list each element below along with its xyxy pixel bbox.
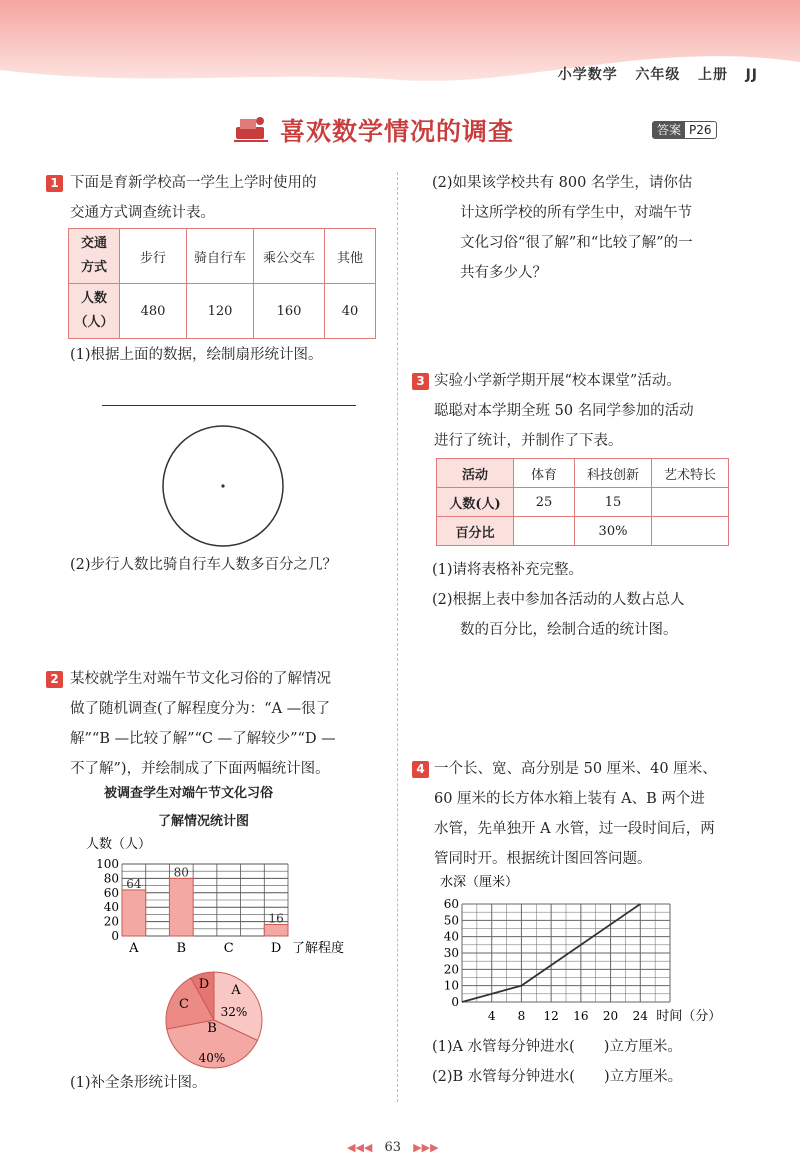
x-tick-label: 8	[517, 1009, 526, 1023]
slice-label: D	[198, 977, 210, 992]
percent-label: 40%	[198, 1051, 226, 1065]
table-header: 人数 （人）	[69, 284, 120, 339]
chart-title: 了解情况统计图	[158, 814, 250, 829]
bar	[169, 878, 193, 936]
line-chart	[420, 868, 730, 1028]
y-tick-label: 60	[103, 885, 119, 900]
x-axis-label: 时间（分）	[656, 1009, 722, 1024]
q1-sub1: (1)根据上面的数据，绘制扇形统计图。	[70, 347, 323, 363]
answer-tag: 答案 P26	[652, 121, 717, 139]
data-label: 16	[268, 911, 284, 926]
bar-chart	[80, 832, 360, 962]
x-tick-label: 4	[487, 1009, 496, 1023]
x-tick-label: 20	[602, 1009, 619, 1023]
q3-sub1: (1)请将表格补充完整。	[432, 562, 584, 578]
q1-sub2: (2)步行人数比骑自行车人数多百分之几？	[70, 557, 338, 573]
y-tick-label: 30	[443, 946, 459, 960]
blank-circle	[160, 423, 286, 549]
data-label: 64	[126, 876, 142, 891]
data-label: 80	[173, 865, 189, 880]
y-tick-label: 20	[443, 962, 459, 977]
q2-text: 某校就学生对端午节文化习俗的了解情况 做了随机调查(了解程度分为：“A —很了 解”“B —比较了解”“C —了解较少”“D — 不了解”)，并绘制成了下面两幅统计图。	[70, 671, 336, 777]
y-tick-label: 0	[111, 929, 119, 943]
book-icon	[232, 113, 272, 143]
y-tick-label: 50	[443, 913, 459, 928]
chart-title: 被调查学生对端午节文化习俗	[104, 786, 274, 801]
x-tick-label: B	[176, 941, 187, 956]
x-tick-label: D	[270, 941, 282, 956]
question-number: 2	[46, 671, 63, 688]
y-tick-label: 40	[103, 900, 119, 915]
y-tick-label: 0	[451, 995, 459, 1009]
y-tick-label: 10	[443, 978, 459, 993]
q4-sub2: (2)B 水管每分钟进水( )立方厘米。	[432, 1069, 683, 1085]
bar	[122, 890, 146, 936]
bar	[264, 924, 288, 936]
q4-text: 一个长、宽、高分别是 50 厘米、40 厘米、 60 厘米的长方体水箱上装有 A、B 两个进 水管，先单独开 A 水管，过一段时间后，两 管同时开。根据统计图回答问题。	[434, 761, 717, 867]
slice-label: A	[231, 983, 241, 998]
x-axis-label: 了解程度	[292, 941, 345, 956]
x-tick-label: 24	[632, 1009, 648, 1023]
x-tick-label: C	[223, 941, 234, 956]
q4-sub1: (1)A 水管每分钟进水( )立方厘米。	[432, 1039, 682, 1055]
y-tick-label: 20	[103, 914, 119, 929]
question-number: 4	[412, 761, 429, 778]
column-divider	[397, 172, 398, 1102]
q2-sub1: (1)补全条形统计图。	[70, 1075, 207, 1091]
q3-sub2: (2)根据上表中参加各活动的人数占总人 数的百分比，绘制合适的统计图。	[432, 592, 685, 638]
x-tick-label: 12	[543, 1009, 559, 1023]
table-header: 交通 方式	[69, 229, 120, 284]
question-number: 1	[46, 175, 63, 192]
y-axis-label: 水深（厘米）	[440, 875, 519, 890]
question-number: 3	[412, 373, 429, 390]
q1b-text: (2)如果该学校共有 800 名学生，请你估 计这所学校的所有学生中，对端午节 文化习俗“很了解”和“比较了解”的一 共有多少人？	[432, 175, 693, 281]
answer-line	[102, 405, 356, 406]
y-tick-label: 100	[96, 857, 119, 871]
x-tick-label: A	[129, 941, 139, 956]
slice-label: C	[179, 997, 189, 1012]
y-tick-label: 60	[443, 897, 459, 911]
q3-text: 实验小学新学期开展“校本课堂”活动。 聪聪对本学期全班 50 名同学参加的活动 进行了统计，并制作了下表。	[434, 373, 694, 449]
q1-table: 交通 方式 步行 骑自行车 乘公交车 其他 人数 （人） 480 120 160 40	[68, 228, 376, 339]
percent-label: 32%	[220, 1005, 248, 1019]
y-tick-label: 40	[443, 929, 459, 944]
x-tick-label: 16	[573, 1009, 589, 1023]
pie-chart	[160, 968, 270, 1074]
page-footer: ◀◀◀ 63 ▶▶▶	[347, 1140, 439, 1155]
q1-text: 下面是育新学校高一学生上学时使用的 交通方式调查统计表。	[70, 175, 317, 221]
header-info: 小学数学 六年级 上册 JJ	[557, 67, 758, 83]
y-axis-label: 人数（人）	[86, 837, 152, 852]
page-title: 喜欢数学情况的调查	[280, 117, 515, 146]
slice-label: B	[207, 1021, 217, 1036]
y-tick-label: 80	[103, 871, 119, 886]
q3-table: 活动 体育 科技创新 艺术特长 人数(人) 25 15 百分比 30%	[436, 458, 729, 546]
